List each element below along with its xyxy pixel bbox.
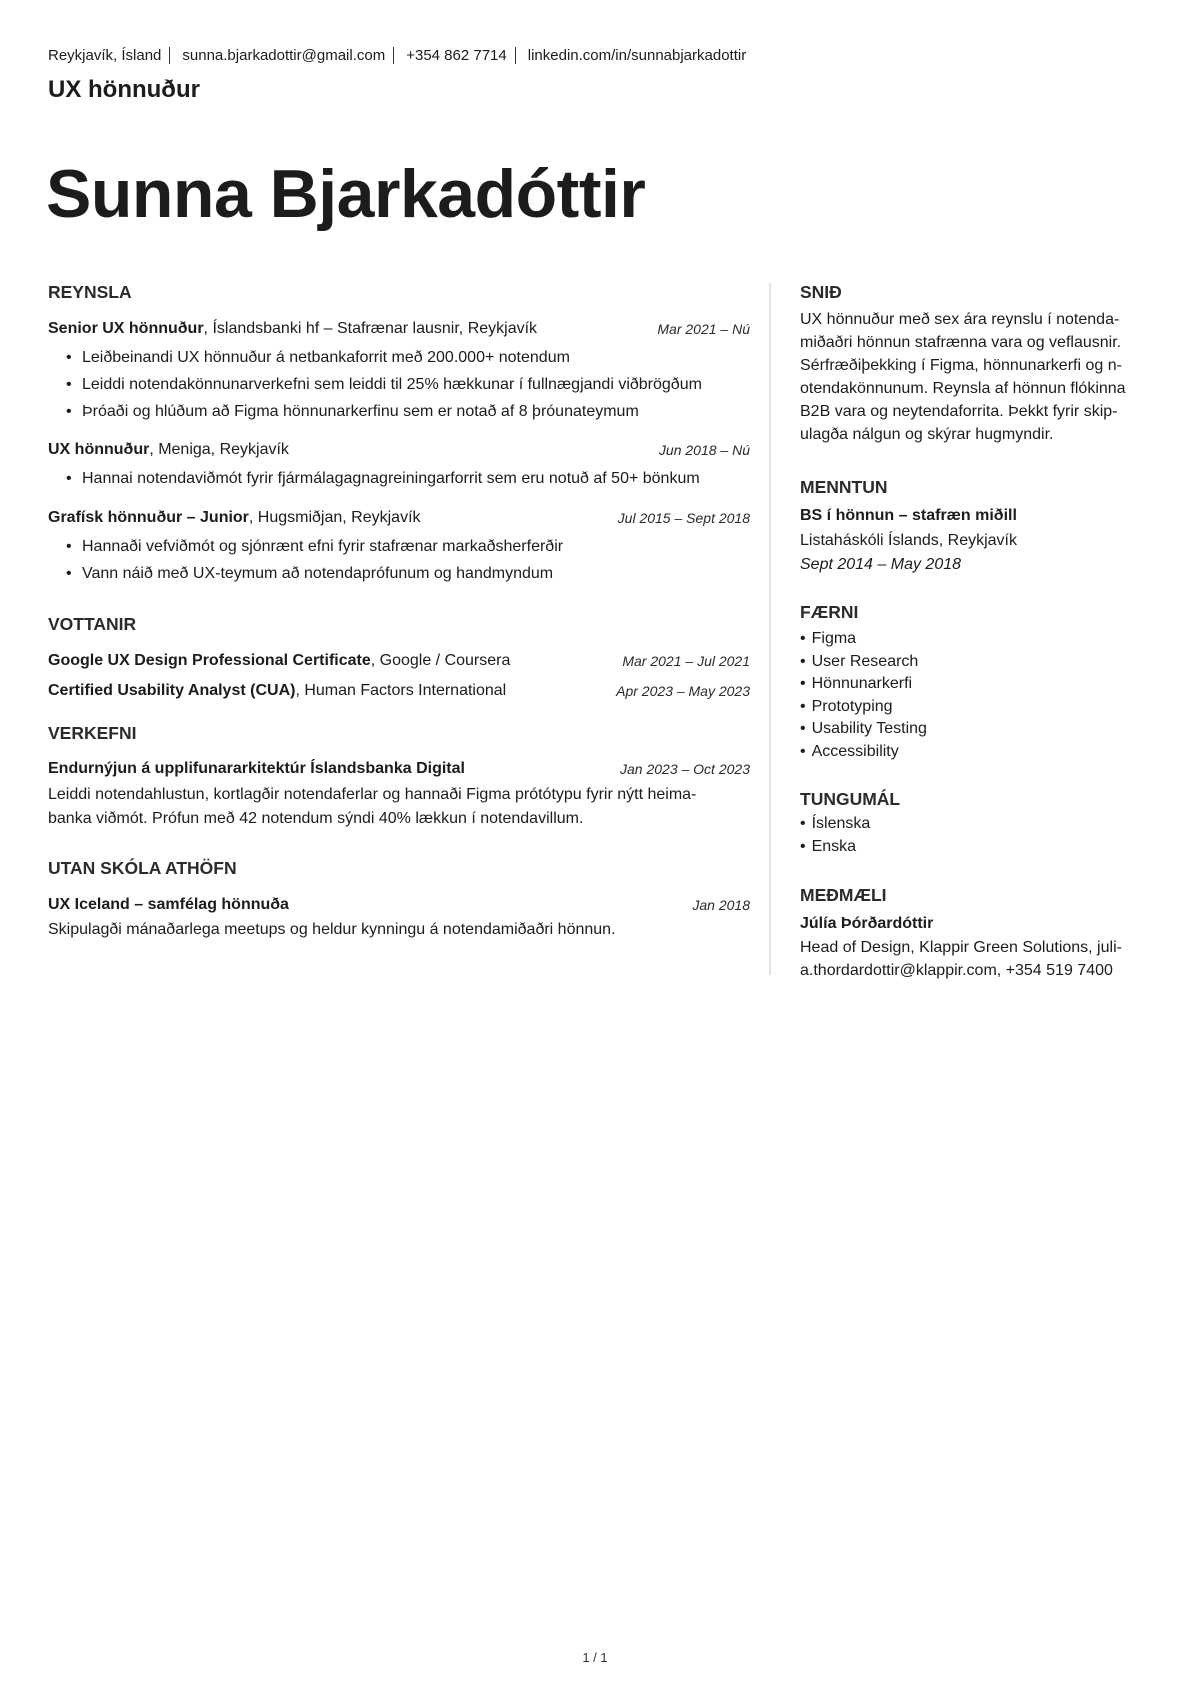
job-bullet: • Vann náið með UX-teymum að notendaprófunum og handmyndum <box>66 563 553 585</box>
certification-entry <box>48 650 750 672</box>
summary-text: UX hönnuður með sex ára reynslu í notenda- miðaðri hönnun stafrænna vara og veflausnir. Sérfræðiþekking í Figma, hönnunarkerfi og n- otendakönnunum. Reynsla af hönnun flókinna B2B vara og neytendaforrita. Þekkt fyrir skip- ulagða nálgun og skýrar hugmyndir. <box>800 311 1126 443</box>
cert-date: Apr 2023 – May 2023 <box>616 683 750 699</box>
certification-entry <box>48 680 750 702</box>
job-org: , Hugsmiðjan, Reykjavík <box>248 509 421 526</box>
activity-date: Jan 2018 <box>692 897 750 913</box>
separator <box>393 47 394 64</box>
activity-entry <box>48 894 750 916</box>
language-item: • Íslenska <box>800 813 870 836</box>
contact-location: Reykjavík, Ísland <box>48 47 162 64</box>
project-date: Jan 2023 – Oct 2023 <box>620 761 750 777</box>
experience-entry <box>48 507 750 529</box>
cert-title: Google UX Design Professional Certificate <box>48 652 371 669</box>
language-item: • Enska <box>800 836 870 859</box>
skill-item: • Accessibility <box>800 741 927 764</box>
section-heading-extracurricular: UTAN SKÓLA ATHÖFN <box>48 858 237 878</box>
job-title: UX hönnuður <box>48 441 150 458</box>
job-title: Senior UX hönnuður <box>48 320 204 337</box>
skill-item: • Figma <box>800 628 927 651</box>
activity-description: Skipulagði mánaðarlega meetups og heldur kynningu á notendamiðaðri hönnun. <box>48 921 616 938</box>
contact-line <box>48 47 746 64</box>
section-heading-education: MENNTUN <box>800 477 888 497</box>
cert-date: Mar 2021 – Jul 2021 <box>622 653 750 669</box>
reference-name: Júlía Þórðardóttir <box>800 915 934 932</box>
skill-item: • Prototyping <box>800 696 927 719</box>
cert-title: Certified Usability Analyst (CUA) <box>48 682 296 699</box>
section-heading-skills: FÆRNI <box>800 602 859 622</box>
project-description: Leiddi notendahlustun, kortlagðir notendaferlar og hannaði Figma prótótypu fyrir nýtt heima- banka viðmót. Prófun með 42 notendum sýndi 40% lækkun í notendavillum. <box>48 786 697 827</box>
job-bullet: • Hannaði vefviðmót og sjónrænt efni fyrir stafrænar markaðsherferðir <box>66 536 563 558</box>
skill-item: • Usability Testing <box>800 718 927 741</box>
contact-email[interactable]: sunna.bjarkadottir@gmail.com <box>182 47 386 64</box>
job-bullet: • Hannai notendaviðmót fyrir fjármálagagnagreiningarforrit sem eru notuð af 50+ bönkum <box>66 468 700 490</box>
project-entry <box>48 758 750 780</box>
cert-org: , Google / Coursera <box>370 652 511 669</box>
page-number: 1 / 1 <box>582 1650 608 1665</box>
experience-entry <box>48 439 750 461</box>
job-date: Jul 2015 – Sept 2018 <box>617 510 750 526</box>
skill-item: • User Research <box>800 651 927 674</box>
section-heading-certifications: VOTTANIR <box>48 614 137 634</box>
separator <box>515 47 516 64</box>
education-degree: BS í hönnun – stafræn miðill <box>800 507 1017 524</box>
skill-item: • Hönnunarkerfi <box>800 673 927 696</box>
experience-entry <box>48 318 750 340</box>
job-bullet: • Leiðbeinandi UX hönnuður á netbankaforrit með 200.000+ notendum <box>66 347 570 369</box>
section-heading-references: MEÐMÆLI <box>800 885 887 905</box>
skills-list <box>800 628 927 764</box>
job-org: , Meniga, Reykjavík <box>149 441 289 458</box>
job-org: , Íslandsbanki hf – Stafrænar lausnir, Reykjavík <box>203 320 538 337</box>
job-date: Jun 2018 – Nú <box>658 442 750 458</box>
education-school: Listaháskóli Íslands, Reykjavík <box>800 532 1017 549</box>
separator <box>169 47 170 64</box>
job-bullet: • Þróaði og hlúðum að Figma hönnunarkerfinu sem er notað af 8 þróunateymum <box>66 401 639 423</box>
activity-title: UX Iceland – samfélag hönnuða <box>48 896 289 913</box>
contact-phone[interactable]: +354 862 7714 <box>406 47 507 64</box>
section-heading-languages: TUNGUMÁL <box>800 789 901 809</box>
job-role-title: UX hönnuður <box>48 76 200 103</box>
cert-org: , Human Factors International <box>295 682 507 699</box>
reference-details: Head of Design, Klappir Green Solutions, juli- a.thordardottir@klappir.com, +354 519 7400 <box>800 939 1122 979</box>
candidate-name: Sunna Bjarkadóttir <box>46 156 646 232</box>
section-heading-projects: VERKEFNI <box>48 723 137 743</box>
contact-linkedin[interactable]: linkedin.com/in/sunnabjarkadottir <box>527 47 747 64</box>
languages-list <box>800 813 870 858</box>
project-title: Endurnýjun á upplifunararkitektúr Íslandsbanka Digital <box>48 760 465 777</box>
job-date: Mar 2021 – Nú <box>657 321 750 337</box>
job-title: Grafísk hönnuður – Junior <box>48 509 249 526</box>
column-divider <box>769 283 771 975</box>
section-heading-summary: SNIÐ <box>800 282 842 302</box>
section-heading-experience: REYNSLA <box>48 282 132 302</box>
job-bullet: • Leiddi notendakönnunarverkefni sem leiddi til 25% hækkunar í fullnægjandi viðbrögðum <box>66 374 702 396</box>
education-date: Sept 2014 – May 2018 <box>800 556 962 573</box>
